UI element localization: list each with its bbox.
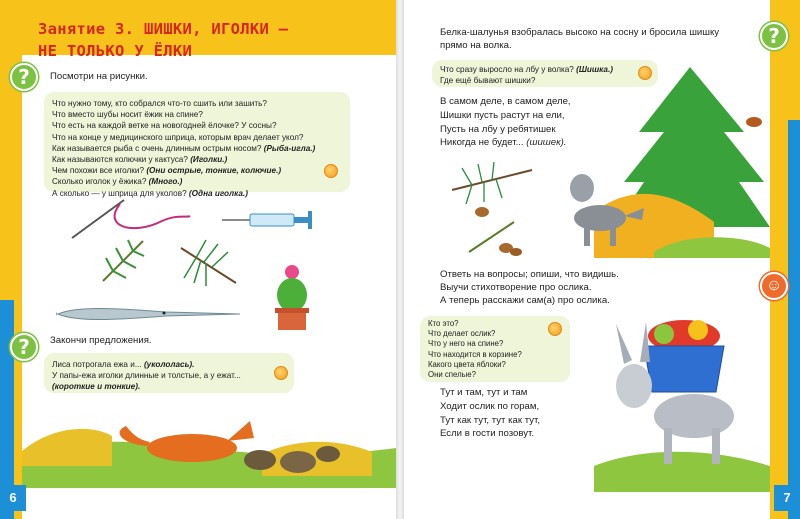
fir-branch-image: [98, 236, 148, 286]
poem-line: Ходит ослик по горам,: [440, 400, 540, 412]
pine-cones-image: [442, 160, 542, 220]
look-prompt: Посмотри на рисунки.: [50, 71, 148, 82]
question-line: Чем похожи все иголки? (Они острые, тонкие, колючие.): [52, 166, 282, 176]
poem-line: Тут и там, тут и там: [440, 387, 528, 398]
donkey-image: [594, 316, 770, 492]
needlefish-image: [56, 300, 242, 326]
question-icon: ?: [760, 22, 788, 50]
questions-box: [44, 92, 350, 198]
face-icon: ☺: [760, 272, 788, 300]
sentence-line: У папы-ежа иголки длинные и толстые, а у ежат...: [52, 371, 241, 381]
task-line: Выучи стихотворение про ослика.: [440, 282, 592, 293]
poem-line: Если в гости позовут.: [440, 428, 535, 440]
right-page: [404, 0, 800, 519]
orange-icon: [324, 164, 338, 178]
sentence-line: Лиса потрогала ежа и... (укололась).: [52, 360, 195, 369]
lesson-title-line1: Занятие 3. ШИШКИ, ИГОЛКИ –: [38, 20, 289, 38]
question-line: Как называется рыба с очень длинным острым носом? (Рыба-игла.): [52, 143, 316, 153]
task-line: А теперь расскажи сам(а) про ослика.: [440, 295, 610, 306]
lesson-title: [38, 18, 288, 62]
poem-line: Шишки пусть растут на ели,: [440, 109, 565, 121]
question-line: А сколько — у шприца для уколов? (Одна иголка.): [52, 188, 248, 198]
intro-text: [440, 26, 719, 52]
question-line: Сколько иголок у ёжика? (Много.): [52, 177, 183, 187]
question-line: Что на конце у медицинского шприца, которым врач делает укол?: [52, 132, 304, 142]
question-line: Что нужно тому, кто собрался что-то сшить или зашить?: [52, 99, 267, 108]
question-line: Что находится в корзине?: [428, 349, 522, 359]
poem-line: Тут как тут, тут как тут,: [440, 414, 541, 426]
question-icon: ?: [10, 333, 38, 361]
question-line: Что у него на спине?: [428, 339, 504, 349]
intro-line1: Белка-шалунья взобралась высоко на сосну и бросила шишку: [440, 27, 720, 38]
question-line: Кто это?: [428, 319, 459, 328]
poem-line: Никогда не будет... (шишек).: [440, 137, 567, 149]
lesson-title-line2: НЕ ТОЛЬКО У ЁЛКИ: [38, 42, 193, 60]
question-line: Где ещё бывают шишки?: [440, 76, 536, 86]
question-line: Что вместо шубы носит ёжик на спине?: [52, 110, 203, 120]
poem-line: Пусть на лбу у ребятишек: [440, 123, 556, 135]
question-line: Что сразу выросло на лбу у волка? (Шишка.): [440, 65, 613, 74]
question-icon: ?: [10, 63, 38, 91]
pine-branch-image: [176, 238, 242, 288]
orange-icon: [548, 322, 562, 336]
syringe-image: [222, 208, 322, 232]
question-line: Что делает ослик?: [428, 329, 496, 339]
question-line: Они спелые?: [428, 370, 476, 380]
fox-hedgehogs-image: [22, 396, 396, 488]
page-number-left: 6: [0, 485, 26, 511]
gutter: [396, 0, 404, 519]
fir-cones-image: [464, 212, 524, 262]
sentences-box: [44, 353, 294, 393]
poem-line: В самом деле, в самом деле,: [440, 96, 571, 107]
finish-prompt: Закончи предложения.: [50, 335, 152, 346]
donkey-questions-box: [420, 316, 570, 382]
task-line: Ответь на вопросы; опиши, что видишь.: [440, 269, 619, 280]
intro-line2: прямо на волка.: [440, 40, 512, 51]
orange-icon: [274, 366, 288, 380]
page-number-right: 7: [774, 485, 800, 511]
question-line: Как называются колючки у кактуса? (Иголки.): [52, 155, 228, 165]
sentence-line: (короткие и тонкие).: [52, 382, 141, 392]
question-line: Какого цвета яблоки?: [428, 359, 506, 369]
cactus-image: [270, 262, 314, 332]
task-text: [440, 268, 619, 307]
left-page: [0, 0, 396, 519]
pinecone-poem: [440, 95, 571, 150]
donkey-poem: [440, 386, 540, 441]
question-line: Что есть на каждой ветке на новогодней ёлочке? У сосны?: [52, 121, 277, 131]
wolf-image: [554, 158, 646, 250]
